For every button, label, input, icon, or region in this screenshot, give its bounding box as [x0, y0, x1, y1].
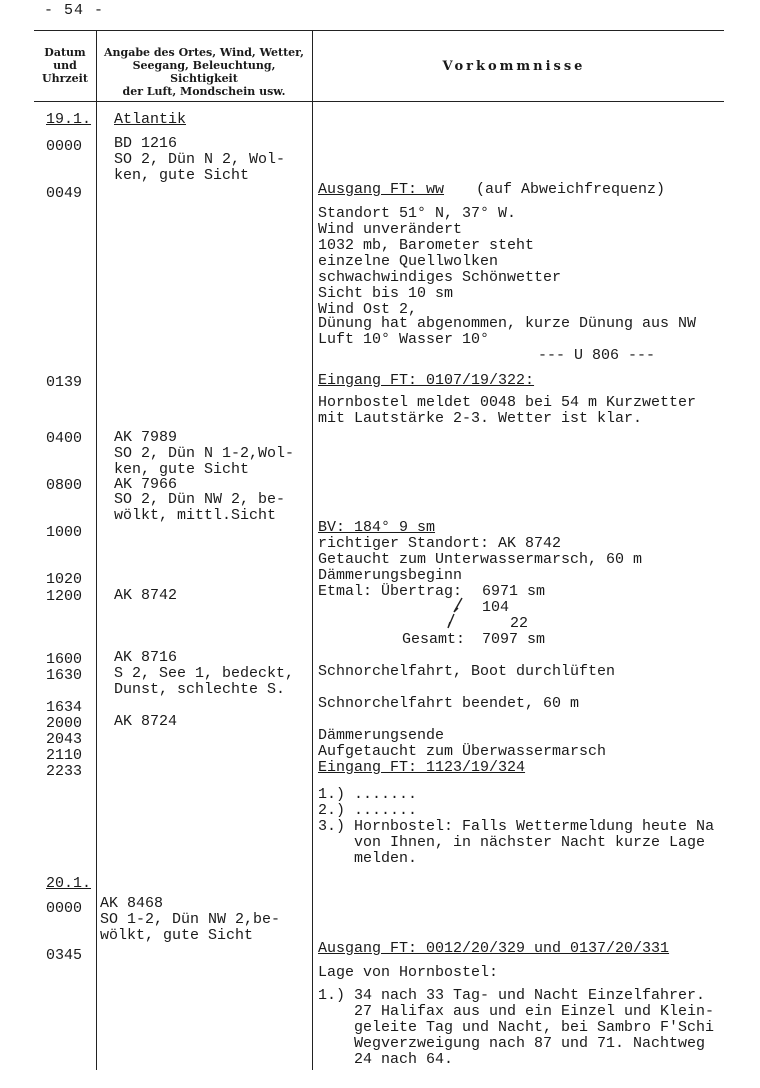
log-event-entry: 1.) .......: [318, 786, 418, 803]
log-event-entry: geleite Tag und Nacht, bei Sambro F'Schi: [354, 1019, 715, 1036]
log-time-entry: 0049: [46, 185, 83, 202]
log-time-entry: 1630: [46, 667, 83, 684]
log-location-entry: AK 8724: [114, 713, 178, 730]
log-location-entry: S 2, See 1, bedeckt,: [114, 665, 295, 682]
log-event-entry: Schnorchelfahrt beendet, 60 m: [318, 695, 580, 712]
log-time-entry: 20.1.: [46, 875, 92, 892]
log-time-entry: 1200: [46, 588, 83, 605]
log-event-entry: Etmal: Übertrag:: [318, 583, 463, 600]
log-location-entry: BD 1216: [114, 135, 178, 152]
log-location-entry: AK 8468: [100, 895, 164, 912]
log-event-entry: 24 nach 64.: [354, 1051, 454, 1068]
header-location-weather: [98, 46, 310, 98]
log-event-entry: Gesamt:: [402, 631, 466, 648]
table-top-rule: [34, 30, 724, 31]
header-line: Seegang, Beleuchtung, Sichtigkeit: [132, 59, 276, 85]
log-event-entry: 7097 sm: [482, 631, 546, 648]
log-event-entry: 1032 mb, Barometer steht: [318, 237, 535, 254]
log-time-entry: 1020: [46, 571, 83, 588]
log-event-entry: 2.) .......: [318, 802, 418, 819]
log-time-entry: 2233: [46, 763, 83, 780]
log-event-entry: Lage von Hornbostel:: [318, 964, 499, 981]
header-line: der Luft, Mondschein usw.: [122, 85, 286, 98]
log-time-entry: 0139: [46, 374, 83, 391]
header-events: [314, 60, 714, 73]
log-event-entry: 27 Halifax aus und ein Einzel und Klein-: [354, 1003, 715, 1020]
log-event-entry: Dämmerungsbeginn: [318, 567, 463, 584]
log-event-entry: Eingang FT: 1123/19/324: [318, 759, 526, 776]
log-event-entry: 1.) 34 nach 33 Tag- und Nacht Einzelfahrer.: [318, 987, 706, 1004]
log-event-entry: Eingang FT: 0107/19/322:: [318, 372, 535, 389]
log-location-entry: AK 7966: [114, 476, 178, 493]
log-location-entry: SO 2, Dün N 2, Wol-: [114, 151, 286, 168]
log-location-entry: Atlantik: [114, 111, 187, 128]
log-location-entry: SO 2, Dün N 1-2,Wol-: [114, 445, 295, 462]
log-event-entry: Wind Ost 2,: [318, 301, 418, 318]
log-event-entry: von Ihnen, in nächster Nacht kurze Lage: [354, 834, 706, 851]
log-event-entry: Aufgetaucht zum Überwassermarsch: [318, 743, 607, 760]
header-bottom-rule: [34, 101, 724, 102]
log-event-entry: 22: [510, 615, 529, 632]
log-time-entry: 2000: [46, 715, 83, 732]
log-location-entry: ken, gute Sicht: [114, 461, 250, 478]
log-event-entry: Schnorchelfahrt, Boot durchlüften: [318, 663, 616, 680]
log-event-entry: melden.: [354, 850, 418, 867]
log-time-entry: 0000: [46, 900, 83, 917]
log-event-entry: Standort 51° N, 37° W.: [318, 205, 517, 222]
log-time-entry: 0000: [46, 138, 83, 155]
log-event-entry: Getaucht zum Unterwassermarsch, 60 m: [318, 551, 643, 568]
log-location-entry: ken, gute Sicht: [114, 167, 250, 184]
header-line: Vorkommnisse: [442, 59, 586, 74]
header-line: und: [53, 59, 77, 72]
log-time-entry: 2043: [46, 731, 83, 748]
log-event-entry: 3.) Hornbostel: Falls Wettermeldung heute Na: [318, 818, 715, 835]
log-location-entry: AK 7989: [114, 429, 178, 446]
log-location-entry: Dunst, schlechte S.: [114, 681, 286, 698]
log-event-entry: mit Lautstärke 2-3. Wetter ist klar.: [318, 410, 643, 427]
log-location-entry: AK 8716: [114, 649, 178, 666]
log-location-entry: wölkt, mittl.Sicht: [114, 507, 277, 524]
log-event-entry: 104: [482, 599, 510, 616]
log-time-entry: 2110: [46, 747, 83, 764]
log-event-entry: 6971 sm: [482, 583, 546, 600]
correction-arrow-mark: [440, 596, 470, 630]
column-divider-1: [96, 30, 97, 1070]
header-date-time: [36, 46, 94, 85]
log-time-entry: 1634: [46, 699, 83, 716]
log-location-entry: SO 2, Dün NW 2, be-: [114, 491, 286, 508]
log-event-entry: Ausgang FT: ww: [318, 181, 445, 198]
log-event-entry: schwachwindiges Schönwetter: [318, 269, 562, 286]
log-event-entry: Hornbostel meldet 0048 bei 54 m Kurzwetter: [318, 394, 697, 411]
header-line: Angabe des Ortes, Wind, Wetter,: [103, 46, 305, 59]
header-line: Uhrzeit: [42, 72, 88, 85]
log-event-entry: richtiger Standort: AK 8742: [318, 535, 562, 552]
log-event-entry: Sicht bis 10 sm: [318, 285, 454, 302]
log-time-entry: 1600: [46, 651, 83, 668]
log-location-entry: AK 8742: [114, 587, 178, 604]
log-time-entry: 0345: [46, 947, 83, 964]
log-location-entry: SO 1-2, Dün NW 2,be-: [100, 911, 281, 928]
log-event-entry: --- U 806 ---: [538, 347, 656, 364]
log-time-entry: 1000: [46, 524, 83, 541]
header-line: Datum: [44, 46, 86, 59]
log-time-entry: 19.1.: [46, 111, 92, 128]
log-event-entry: Wegverzweigung nach 87 und 71. Nachtweg: [354, 1035, 706, 1052]
log-event-entry: Dünung hat abgenommen, kurze Dünung aus NW: [318, 315, 697, 332]
page-number: - 54 -: [44, 2, 105, 19]
log-event-entry: einzelne Quellwolken: [318, 253, 499, 270]
log-time-entry: 0400: [46, 430, 83, 447]
log-event-entry: Wind unverändert: [318, 221, 463, 238]
log-event-entry: BV: 184° 9 sm: [318, 519, 436, 536]
log-event-entry: Ausgang FT: 0012/20/329 und 0137/20/331: [318, 940, 670, 957]
log-event-entry: (auf Abweichfrequenz): [476, 181, 666, 198]
log-event-entry: Luft 10° Wasser 10°: [318, 331, 490, 348]
column-divider-2: [312, 30, 313, 1070]
log-event-entry: Dämmerungsende: [318, 727, 445, 744]
log-time-entry: 0800: [46, 477, 83, 494]
log-location-entry: wölkt, gute Sicht: [100, 927, 254, 944]
